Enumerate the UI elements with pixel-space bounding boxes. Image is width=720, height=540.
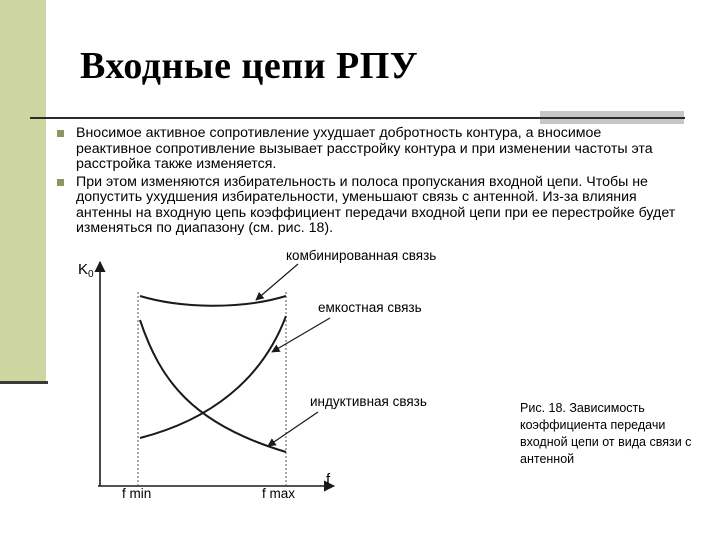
x-tick-fmax: f max [262,486,296,501]
inductive-leader-arrow [268,412,318,446]
combined-coupling-curve [140,296,286,306]
capacitive-leader-arrow [272,318,330,352]
figure-caption: Рис. 18. Зависимость коэффициента передачи входной цепи от вида связи с антенной [520,401,692,466]
combined-coupling-label: комбинированная связь [286,248,437,263]
y-axis-label [78,261,94,280]
x-axis-label: f [326,471,331,488]
y-axis-letter: K [78,261,89,278]
x-tick-fmin: f min [122,486,152,501]
bullet-text: Вносимое активное сопротивление ухудшает добротность контура, а вносимое реактивное сопротивление вызывает расстройку контура и при изменении частоты эта расстройка также изменяется. [76,125,653,172]
inductive-coupling-label: индуктивная связь [310,394,427,409]
y-axis-subscript: 0 [88,269,94,280]
slide-title: Входные цепи РПУ [80,45,419,87]
capacitive-coupling-label: емкостная связь [318,300,422,315]
bullet-text: При этом изменяются избирательность и полоса пропускания входной цепи. Чтобы не допустить ухудшения избирательности, уменьшают связь с антенной. Из-за влияния антенны на входную цепь коэффициент передачи входной цепи при ее перестройке будет изменяться по диапазону (см. рис. 18). [76,173,676,236]
combined-leader-arrow [256,264,298,300]
